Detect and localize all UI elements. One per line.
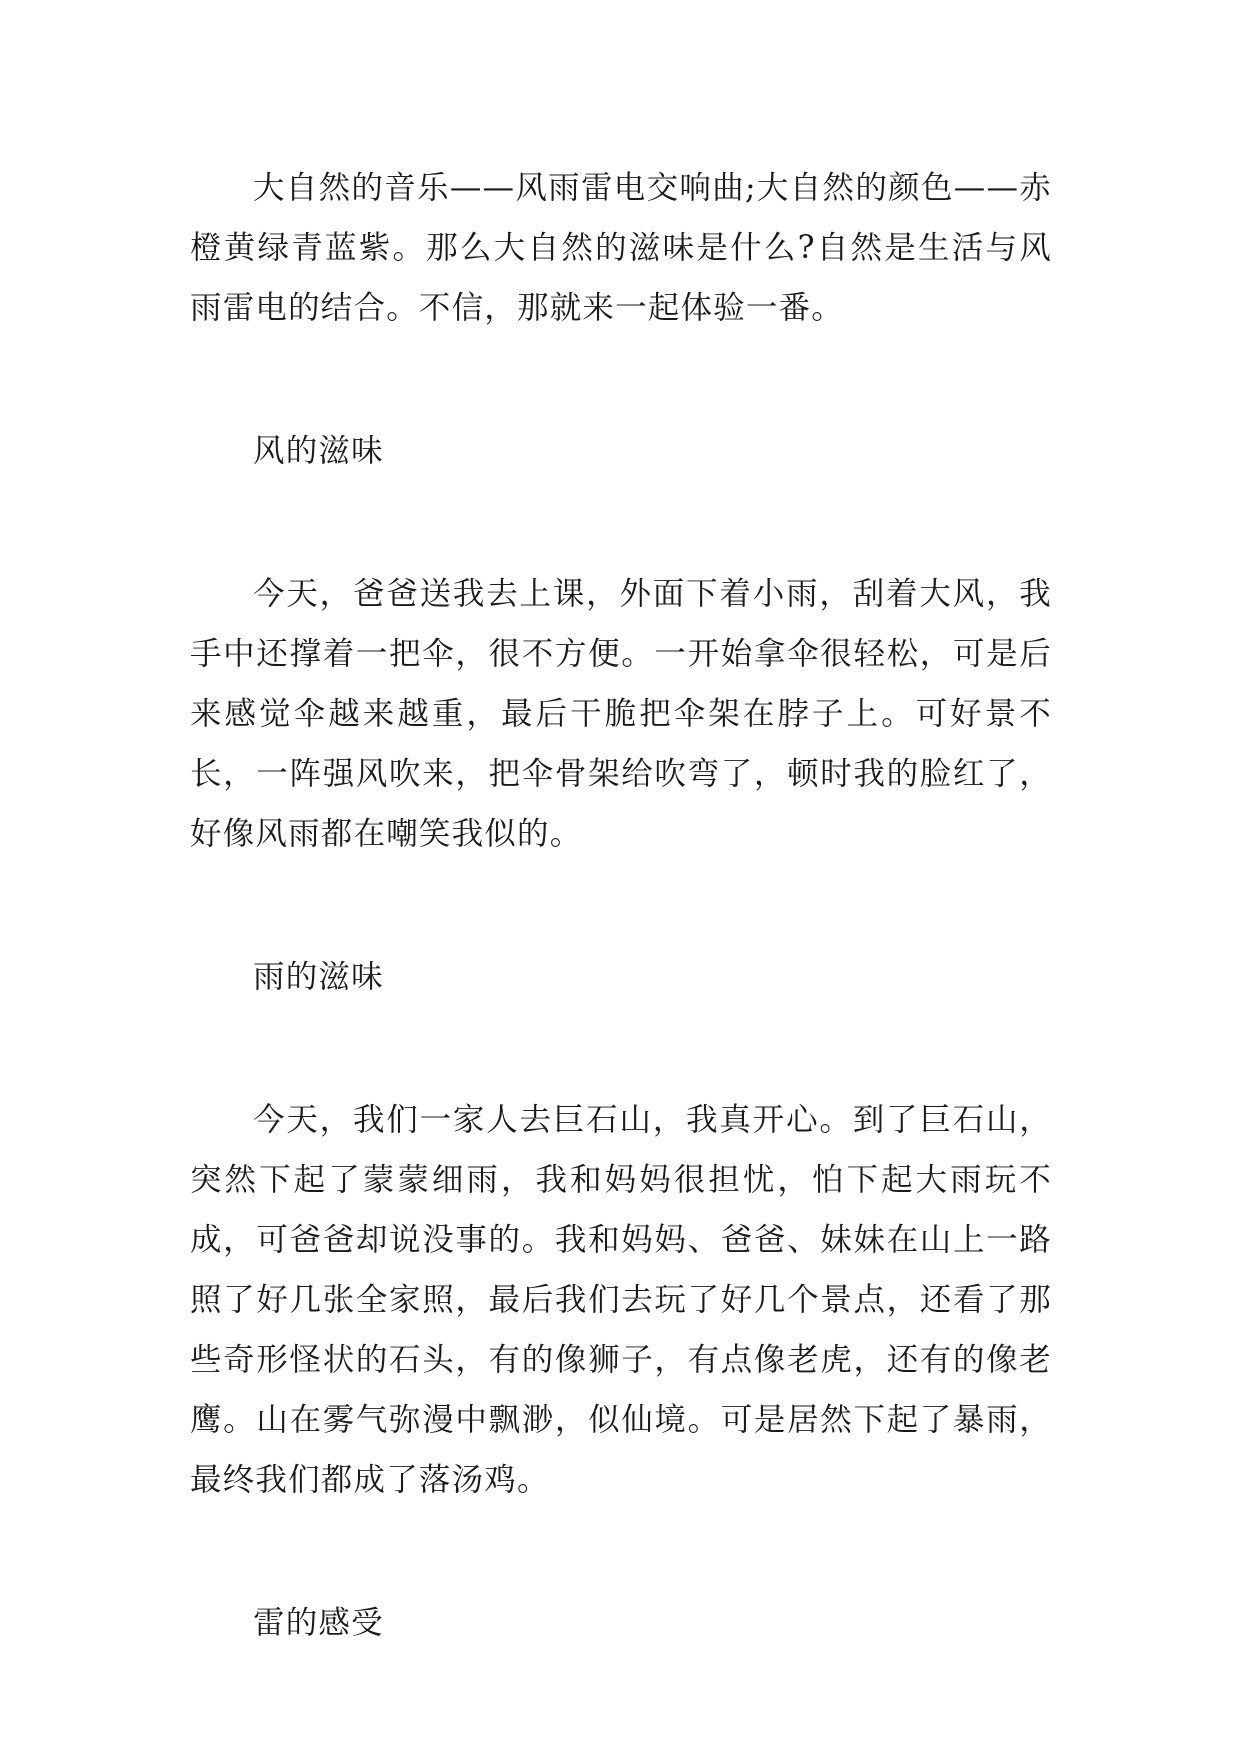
rain-paragraph: 今天，我们一家人去巨石山，我真开心。到了巨石山，突然下起了蒙蒙细雨，我和妈妈很担忧，怕下起大雨玩不成，可爸爸却说没事的。我和妈妈、爸爸、妹妹在山上一路照了好几张全家照，最后我们去玩了好几个景点，还看了那些奇形怪状的石头，有的像狮子，有点像老虎，还有的像老鹰。山在雾气弥漫中飘渺，似仙境。可是居然下起了暴雨，最终我们都成了落汤鸡。	[190, 1102, 1052, 1498]
paragraph-spacer	[190, 338, 1052, 421]
section-heading-thunder: 雷的感受	[253, 1605, 384, 1641]
paragraph-spacer	[190, 864, 1052, 947]
paragraph-spacer	[190, 1007, 1052, 1090]
section-heading-rain: 雨的滋味	[253, 959, 384, 995]
intro-paragraph: 大自然的音乐——风雨雷电交响曲;大自然的颜色——赤橙黄绿青蓝紫。那么大自然的滋味是什么?自然是生活与风雨雷电的结合。不信，那就来一起体验一番。	[190, 170, 1052, 326]
section-heading-wind: 风的滋味	[253, 433, 384, 469]
wind-paragraph: 今天，爸爸送我去上课，外面下着小雨，刮着大风，我手中还撑着一把伞，很不方便。一开始拿伞很轻松，可是后来感觉伞越来越重，最后干脆把伞架在脖子上。可好景不长，一阵强风吹来，把伞骨架给吹弯了，顿时我的脸红了，好像风雨都在嘲笑我似的。	[190, 576, 1052, 852]
document-page	[190, 158, 1052, 1653]
paragraph-spacer	[190, 1510, 1052, 1593]
paragraph-spacer	[190, 481, 1052, 564]
